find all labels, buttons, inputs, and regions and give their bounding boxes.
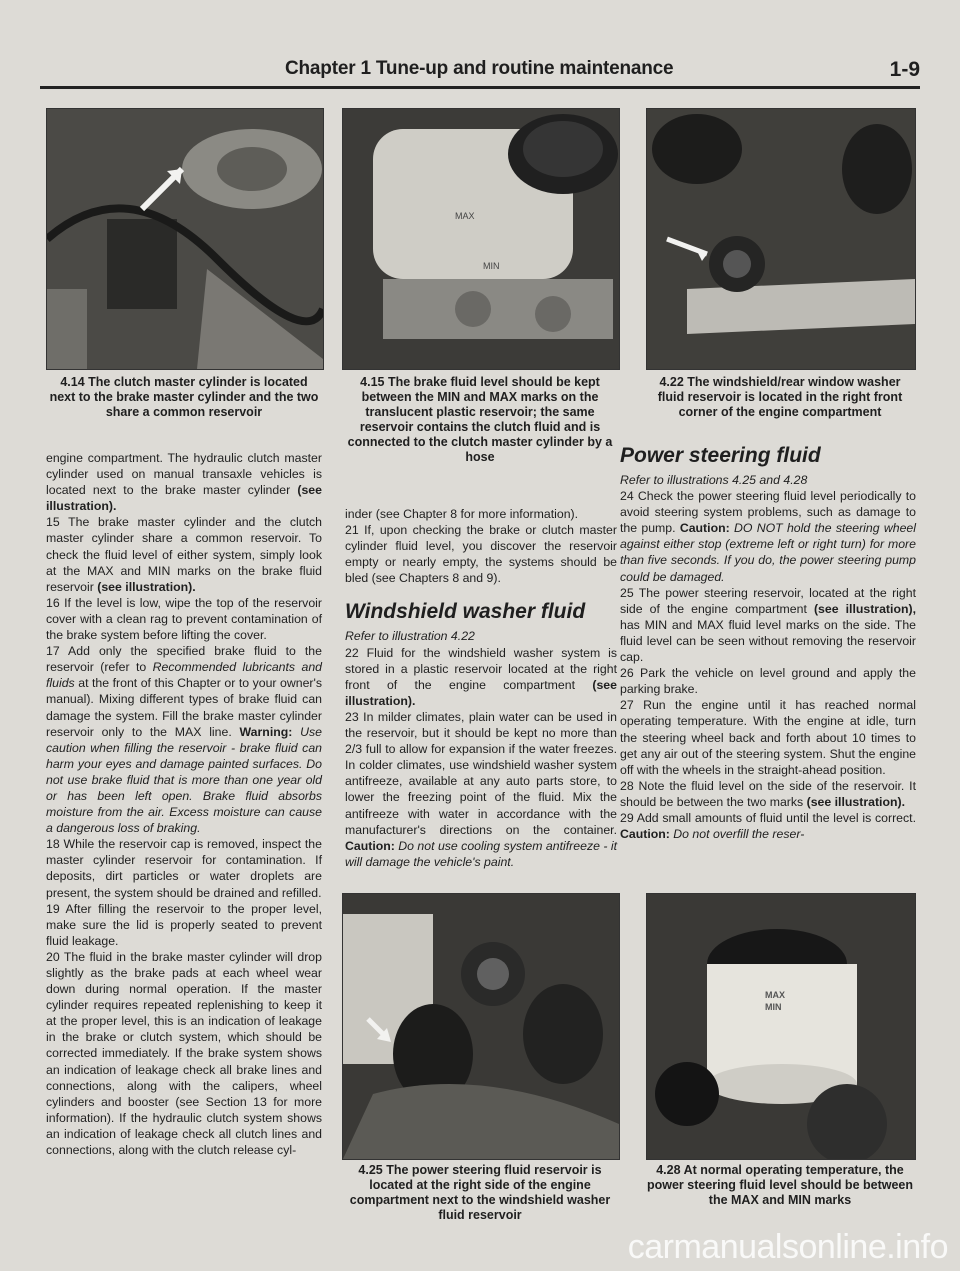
caution-label: Caution: <box>679 521 730 536</box>
text-column-2 <box>345 506 617 870</box>
min-mark-4-28: MIN <box>765 1002 782 1012</box>
caption-4-28: 4.28 At normal operating temperature, the power steering fluid level should be between the MAX and MIN marks <box>646 1163 914 1207</box>
photo-4-28 <box>646 893 916 1160</box>
text-run: 22 Fluid for the windshield washer system is stored in a plastic reservoir located at the right front of the engine compartment <box>345 645 617 692</box>
section-heading-washer: Windshield washer fluid <box>345 600 586 624</box>
text-column-3 <box>620 430 916 842</box>
photo-4-15 <box>342 108 620 370</box>
caution-text: Do not use cooling system antifreeze - it will damage the vehicle's paint. <box>345 838 618 869</box>
caution-label: Caution: <box>620 827 670 842</box>
illustration-ref: Refer to illustration 4.22 <box>345 629 475 644</box>
para-21: 21 If, upon checking the brake or clutch master cylinder fluid level, you discover the reservoir empty or nearly empty, the systems should be bled (see Chapters 8 and 9). <box>345 523 617 586</box>
text-column-1 <box>46 450 322 1158</box>
warning-text: Use caution when filling the reservoir - brake fluid can harm your eyes and damage painted surfaces. Do not use brake fluid that is more than one year old or has been left open. Brake fluid absorbs moisture from the air. Excess moisture can cause a dangerous loss of braking. <box>46 724 322 836</box>
text-run: has MIN and MAX fluid level marks on the side. The fluid level can be seen without removing the reservoir cap. <box>620 617 916 665</box>
para-16: 16 If the level is low, wipe the top of the reservoir cover with a clean rag to prevent contamination of the brake system before lifting the cover. <box>46 595 322 643</box>
text-run: 24 Check the power steering fluid level periodically to avoid steering system problems, such as damage to the pump. <box>620 489 916 536</box>
caution-text: Do not overfill the reser- <box>669 827 805 842</box>
para-15 <box>46 514 322 594</box>
text-run: 25 The power steering reservoir, located at the right side of the engine compartment <box>620 585 916 616</box>
text-run: at the front of this Chapter or to your owner's manual). Mixing different types of brake fluid can damage the system. Fill the brake master cylinder reservoir only to the MAX line. <box>46 676 322 739</box>
warning-label: Warning: <box>239 724 293 739</box>
para-17 <box>46 643 322 836</box>
see-illustration-ref: (see illustration). <box>97 579 196 594</box>
para-26: 26 Park the vehicle on level ground and apply the parking brake. <box>620 666 916 697</box>
see-illustration-ref: (see illustration), <box>813 601 916 616</box>
max-mark-4-28: MAX <box>765 990 785 1000</box>
text-run: 15 The brake master cylinder and the clutch master cylinder share a common reservoir. To check the fluid level of either system, simply look at the MAX and MIN marks on the brake fluid reservoir <box>46 515 322 594</box>
text-run: 28 Note the fluid level on the side of the reservoir. It should be between the two marks <box>620 778 916 809</box>
caption-4-25: 4.25 The power steering fluid reservoir is located at the right side of the engine compartment next to the windshield washer fluid reservoir <box>349 1163 611 1222</box>
see-illustration-ref: (see illustration). <box>46 483 322 514</box>
para-29 <box>620 810 916 842</box>
see-illustration-ref: (see illustration). <box>806 794 906 809</box>
photo-4-25 <box>342 893 620 1160</box>
para-19: 19 After filling the reservoir to the proper level, make sure the lid is properly seated to prevent fluid leakage. <box>46 901 322 948</box>
para-25 <box>620 585 916 665</box>
text-run: engine compartment. The hydraulic clutch master cylinder used on manual transaxle vehicles is located next to the brake master cylinder <box>46 451 322 498</box>
max-mark-4-15: MAX <box>455 211 475 221</box>
section-heading-power-steering: Power steering fluid <box>620 444 821 467</box>
header-rule <box>40 86 920 89</box>
illustration-ref: Refer to illustrations 4.25 and 4.28 <box>620 473 808 487</box>
page-header <box>40 58 920 86</box>
text-run: Recommended lubricants and fluids <box>46 660 323 691</box>
text-run: 17 Add only the specified brake fluid to the reservoir (refer to <box>46 644 322 675</box>
para-continued <box>46 450 322 514</box>
para-20: 20 The fluid in the brake master cylinder will drop slightly as the brake pads at each wheel wear down during normal operation. If the master cylinder requires repeated replenishing to keep it at the proper level, this is an indication of leakage in the brake or clutch system, which should be corrected immediately. If the brake system shows an indication of leakage check all brake lines and connections, along with the calipers, wheel cylinders and booster (see Section 13 for more information). If the hydraulic clutch system shows an indication of leakage check all clutch lines and connections, along with the clutch release cyl- <box>46 949 322 1158</box>
min-mark-4-15: MIN <box>483 261 500 271</box>
para-27: 27 Run the engine until it has reached normal operating temperature. With the engine at idle, turn the steering wheel back and forth about 10 times to get any air out of the steering system. Shut the engine off with the wheels in the straight-ahead position. <box>620 698 916 777</box>
caption-4-22: 4.22 The windshield/rear window washer fluid reservoir is located in the right front corner of the engine compartment <box>657 375 903 419</box>
text-run: 29 Add small amounts of fluid until the level is correct. <box>620 810 916 825</box>
page-number: 1-9 <box>889 58 920 81</box>
see-illustration-ref: (see illustration). <box>345 677 617 708</box>
para-28 <box>620 778 916 810</box>
photo-4-22 <box>646 108 916 370</box>
watermark: carmanualsonline.info <box>627 1228 948 1266</box>
chapter-title: Chapter 1 Tune-up and routine maintenance <box>285 58 674 79</box>
para-24 <box>620 488 916 585</box>
caption-4-14: 4.14 The clutch master cylinder is located next to the brake master cylinder and the two share a common reservoir <box>49 375 319 419</box>
caption-4-15: 4.15 The brake fluid level should be kept between the MIN and MAX marks on the translucent plastic reservoir; the same reservoir contains the clutch fluid and is connected to the clutch master cylinder by a hose <box>347 375 613 464</box>
caution-label: Caution: <box>345 838 395 853</box>
para-22 <box>345 645 617 709</box>
para-23 <box>345 709 617 870</box>
caution-text: DO NOT hold the steering wheel against either stop (extreme left or right turn) for more than five seconds. If you do, the power steering pump could be damaged. <box>620 521 916 584</box>
photo-4-14 <box>46 108 324 370</box>
para-18: 18 While the reservoir cap is removed, inspect the master cylinder reservoir for contamination. If deposits, dirt particles or water droplets are present, the system should be drained and refilled. <box>46 837 322 900</box>
text-run: 23 In milder climates, plain water can be used in the reservoir, but it should be kept no more than 2/3 full to allow for expansion if the water freezes. In colder climates, use windshield washer system antifreeze, available at any auto parts store, to lower the freezing point of the fluid. Mix the antifreeze with water in accordance with the manufacturer's directions on the container. <box>345 709 617 837</box>
para-continued: inder (see Chapter 8 for more information). <box>345 507 579 521</box>
